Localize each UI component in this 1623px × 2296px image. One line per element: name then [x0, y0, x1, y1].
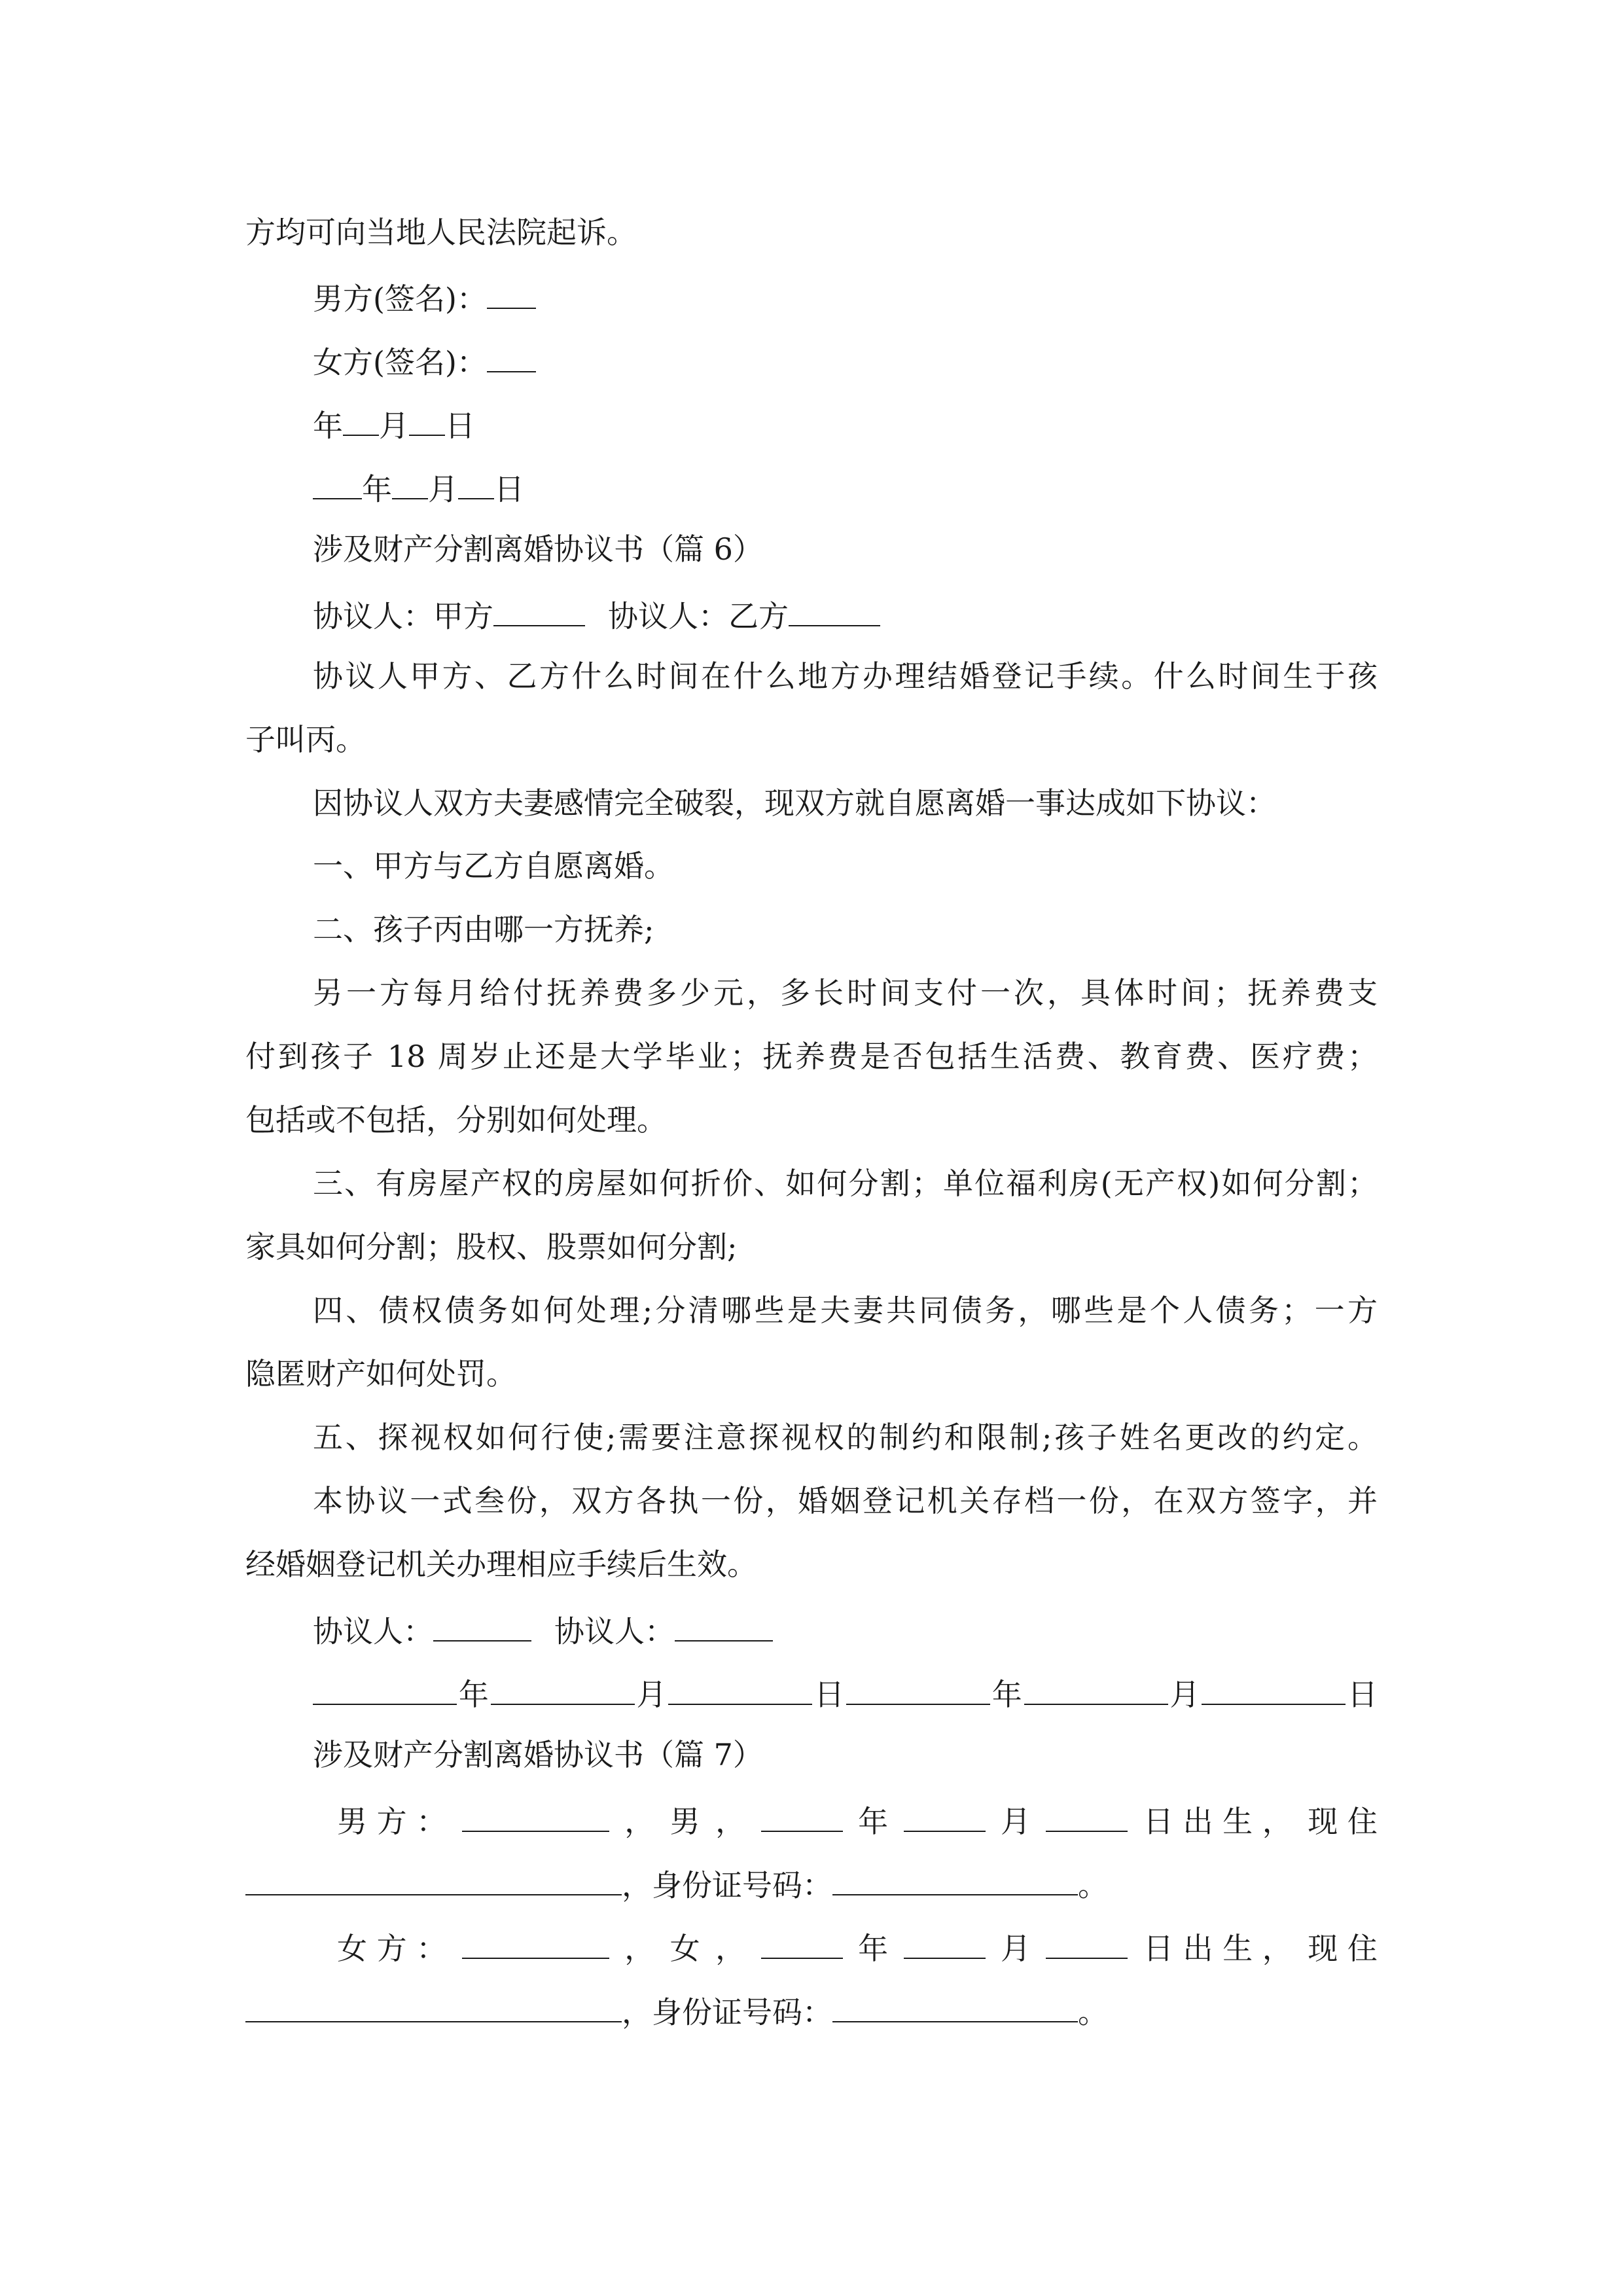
id-label: ，身份证号码： [622, 1994, 832, 2030]
signatory-a-label: 协议人： [313, 1613, 433, 1649]
party-a-blank [493, 598, 585, 626]
blank [846, 1676, 990, 1705]
date-line-a [313, 407, 475, 444]
female-address-blank [245, 1994, 622, 2022]
female-info-line-1 [337, 1930, 1378, 1967]
item-3-line-1: 三、有房屋产权的房屋如何折价、如何分割；单位福利房(无产权)如何分割； [313, 1166, 1378, 1201]
parties-line [313, 598, 880, 634]
comma: ， [624, 1804, 655, 1840]
paragraph-3-line-1: 另一方每月给付抚养费多少元，多长时间支付一次，具体时间；抚养费支 [313, 975, 1378, 1011]
month-label: 月 [428, 471, 458, 507]
party-b-label: 协议人：乙方 [608, 598, 789, 634]
month-label: 月 [1001, 1931, 1031, 1967]
blank [1202, 1676, 1346, 1705]
signatory-b-label: 协议人： [554, 1613, 675, 1649]
female-id-blank [832, 1994, 1078, 2022]
paragraph-2: 因协议人双方夫妻感情完全破裂，现双方就自愿离婚一事达成如下协议： [313, 785, 1276, 821]
comma: ， [715, 1931, 746, 1967]
year-label: 年 [858, 1804, 889, 1840]
female-signature-blank [487, 344, 536, 372]
male-id-blank [832, 1867, 1078, 1895]
day-label: 日 [445, 408, 475, 444]
birth-month-blank [904, 1930, 986, 1959]
female-signature-label: 女方(签名)： [313, 344, 487, 380]
item-1: 一、甲方与乙方自愿离婚。 [313, 848, 674, 884]
day-label: 日 [814, 1677, 845, 1713]
birth-month-blank [904, 1803, 986, 1832]
blank [1024, 1676, 1168, 1705]
year-label: 年 [991, 1677, 1022, 1713]
male-info-line-1 [337, 1803, 1378, 1840]
paragraph-4-line-2: 经婚姻登记机关办理相应手续后生效。 [245, 1547, 757, 1582]
section-title-6: 涉及财产分割离婚协议书（篇 6） [313, 531, 763, 567]
period: 。 [1078, 1867, 1108, 1903]
female-info-line-2 [245, 1994, 1108, 2030]
paragraph-3-line-3: 包括或不包括，分别如何处理。 [245, 1102, 667, 1138]
paragraph-1-line-1: 协议人甲方、乙方什么时间在什么地方办理结婚登记手续。什么时间生于孩 [313, 658, 1378, 694]
month-blank [343, 407, 379, 436]
item-2: 二、孩子丙由哪一方抚养; [313, 912, 654, 947]
birth-year-blank [761, 1930, 843, 1959]
month-blank [392, 471, 428, 499]
male-label: 男 方 ： [337, 1804, 447, 1840]
blank [668, 1676, 812, 1705]
period: 。 [1078, 1994, 1108, 2030]
sex-label: 女 [669, 1931, 700, 1967]
birth-day-blank [1046, 1803, 1128, 1832]
male-address-blank [245, 1867, 622, 1895]
year-label: 年 [313, 408, 343, 444]
id-label: ，身份证号码： [622, 1867, 832, 1903]
female-signature-line [313, 344, 536, 380]
item-5: 五、探视权如何行使;需要注意探视权的制约和限制;孩子姓名更改的约定。 [313, 1420, 1378, 1455]
paragraph-1-line-2: 子叫丙。 [245, 722, 366, 757]
signatory-a-blank [433, 1613, 531, 1641]
male-signature-blank [487, 280, 536, 309]
paragraph-4-line-1: 本协议一式叁份，双方各执一份，婚姻登记机关存档一份，在双方签字，并 [313, 1483, 1378, 1518]
male-name-blank [462, 1803, 609, 1832]
month-label: 月 [636, 1677, 667, 1713]
blank [491, 1676, 635, 1705]
party-a-label: 协议人：甲方 [313, 598, 493, 634]
item-4-line-2: 隐匿财产如何处罚。 [245, 1356, 516, 1391]
female-name-blank [462, 1930, 609, 1959]
date-line-b [313, 471, 524, 507]
year-blank [313, 471, 362, 499]
party-b-blank [789, 598, 880, 626]
month-label: 月 [1001, 1804, 1031, 1840]
male-info-line-2 [245, 1867, 1108, 1903]
female-label: 女 方 ： [337, 1931, 447, 1967]
signatory-b-blank [675, 1613, 773, 1641]
born-label: 日 出 生 ， [1143, 1804, 1293, 1840]
born-label: 日 出 生 ， [1143, 1931, 1293, 1967]
comma: ， [715, 1804, 746, 1840]
date-row [313, 1676, 1378, 1713]
day-label: 日 [494, 471, 524, 507]
blank [313, 1676, 457, 1705]
item-3-line-2: 家具如何分割；股权、股票如何分割; [245, 1229, 738, 1265]
year-label: 年 [458, 1677, 489, 1713]
sex-label: 男 [669, 1804, 700, 1840]
male-signature-label: 男方(签名)： [313, 281, 487, 317]
day-blank [458, 471, 494, 499]
birth-day-blank [1046, 1930, 1128, 1959]
item-4-line-1: 四、债权债务如何处理;分清哪些是夫妻共同债务，哪些是个人债务；一方 [313, 1293, 1378, 1328]
signature-line [313, 1613, 773, 1649]
male-signature-line [313, 280, 536, 317]
address-label: 现 住 [1308, 1804, 1378, 1840]
comma: ， [624, 1931, 655, 1967]
year-label: 年 [858, 1931, 889, 1967]
day-blank [409, 407, 445, 436]
closing-line: 方均可向当地人民法院起诉。 [245, 215, 637, 250]
address-label: 现 住 [1308, 1931, 1378, 1967]
section-title-7: 涉及财产分割离婚协议书（篇 7） [313, 1737, 763, 1772]
month-label: 月 [379, 408, 409, 444]
month-label: 月 [1169, 1677, 1200, 1713]
birth-year-blank [761, 1803, 843, 1832]
day-label: 日 [1347, 1677, 1378, 1713]
paragraph-3-line-2: 付到孩子 18 周岁止还是大学毕业；抚养费是否包括生活费、教育费、医疗费； [245, 1039, 1378, 1074]
year-label: 年 [362, 471, 392, 507]
